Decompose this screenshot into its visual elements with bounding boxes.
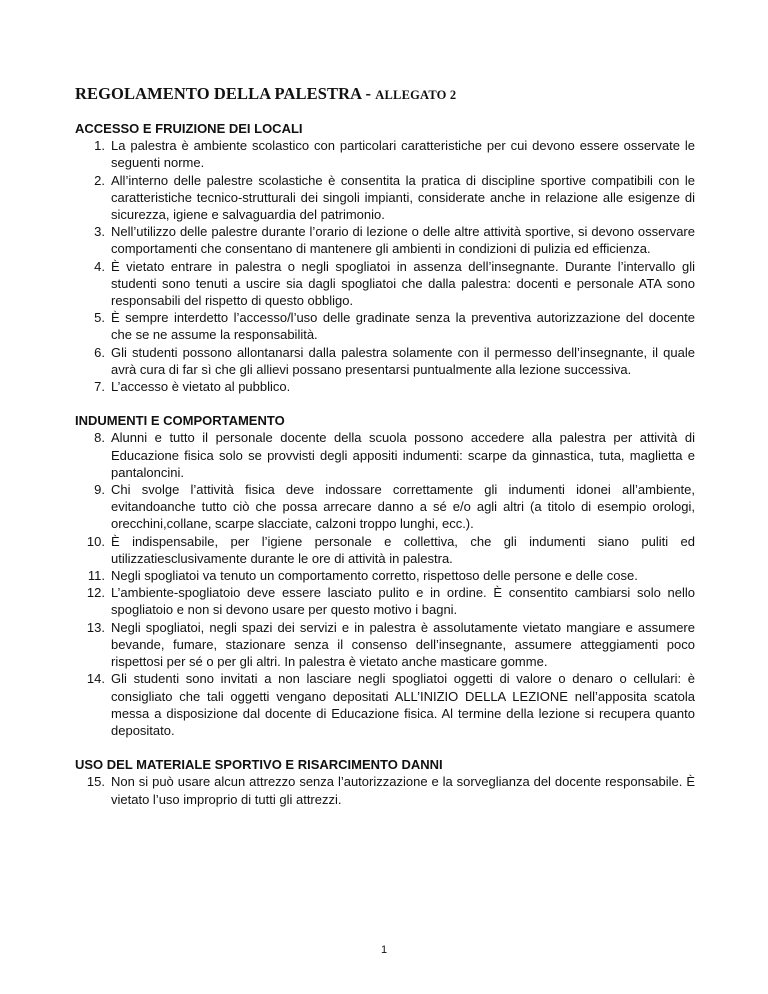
rule-number: 12. bbox=[86, 585, 105, 601]
rule-number: 14. bbox=[86, 671, 105, 687]
document-title-main: REGOLAMENTO DELLA PALESTRA - bbox=[75, 84, 376, 103]
rule-number: 2. bbox=[94, 172, 105, 188]
rule-number: 6. bbox=[94, 344, 105, 360]
rule-text: Gli studenti sono invitati a non lasciare negli spogliatoi oggetti di valore o denaro o cellulari: è consigliato che tali oggetti vengano depositati ALL’INIZIO DELLA LEZIONE nell’apposita scatola messa a disposizione dal docente di Educazione fisica. Al termine della lezione si recupera quanto depositato. bbox=[111, 671, 695, 738]
rule-item bbox=[75, 533, 695, 567]
rule-text: È indispensabile, per l’igiene personale e collettiva, che gli indumenti siano puliti ed utilizzatiesclusivamente durante le ore di attività in palestra. bbox=[111, 533, 695, 566]
rule-text: Chi svolge l’attività fisica deve indossare correttamente gli indumenti idonei all’ambiente, evitandoanche tutto ciò che possa arrecare danno a sé e/o agli altri (a titolo di esempio orologi, orecchini,collane, scarpe slacciate, calzoni troppo lunghi, ecc.). bbox=[111, 482, 695, 532]
rule-text: La palestra è ambiente scolastico con particolari caratteristiche per cui devono essere osservate le seguenti norme. bbox=[111, 138, 695, 171]
rule-item bbox=[75, 309, 695, 343]
document-body bbox=[75, 120, 695, 808]
section-access bbox=[75, 120, 695, 395]
rule-text: Negli spogliatoi va tenuto un comportamento corretto, rispettoso delle persone e delle cose. bbox=[111, 568, 638, 584]
rule-item bbox=[75, 567, 695, 584]
rule-number: 9. bbox=[94, 482, 105, 498]
rule-text: All’interno delle palestre scolastiche è consentita la pratica di discipline sportive compatibili con le caratteristiche tecnico-strutturali dei singoli impianti, considerate anche in relazione alle esigenze di sicurezza, igiene e salvaguardia del patrimonio. bbox=[111, 172, 695, 223]
rule-list bbox=[75, 773, 695, 807]
rule-number: 15. bbox=[86, 774, 105, 790]
rule-list bbox=[75, 429, 695, 739]
document-title bbox=[75, 84, 456, 104]
rule-text: È vietato entrare in palestra o negli spogliatoi in assenza dell’insegnante. Durante l’intervallo gli studenti sono tenuti a uscire sia dagli spogliatoi che dalla palestra: docenti e personale ATA sono responsabili del rispetto di questo obbligo. bbox=[111, 258, 695, 309]
rule-item bbox=[75, 344, 695, 378]
rule-number: 13. bbox=[86, 619, 105, 635]
section-equipment-damages bbox=[75, 756, 695, 808]
section-heading: USO DEL MATERIALE SPORTIVO E RISARCIMENTO DANNI bbox=[75, 757, 443, 773]
rule-number: 3. bbox=[94, 224, 105, 240]
rule-number: 11. bbox=[87, 568, 105, 584]
rule-item bbox=[75, 378, 695, 395]
section-heading: ACCESSO E FRUIZIONE DEI LOCALI bbox=[75, 121, 303, 136]
section-clothing-behaviour bbox=[75, 412, 695, 739]
rule-item bbox=[75, 773, 695, 807]
rule-item bbox=[75, 137, 695, 171]
document-title-annex: ALLEGATO 2 bbox=[375, 88, 457, 102]
rule-item bbox=[75, 172, 695, 224]
rule-item bbox=[75, 481, 695, 533]
rule-item bbox=[75, 584, 695, 618]
rule-number: 4. bbox=[94, 258, 105, 274]
rule-text: Non si può usare alcun attrezzo senza l’autorizzazione e la sorveglianza del docente responsabile. È vietato l’uso improprio di tutti gli attrezzi. bbox=[111, 774, 695, 807]
rule-number: 1. bbox=[94, 138, 105, 154]
rule-number: 5. bbox=[94, 310, 105, 326]
rule-text: Gli studenti possono allontanarsi dalla palestra solamente con il permesso dell’insegnante, il quale avrà cura di far sì che gli allievi possano presentarsi puntualmente alla lezione successiva. bbox=[111, 344, 695, 377]
rule-item bbox=[75, 429, 695, 481]
rule-number: 8. bbox=[94, 430, 105, 446]
rule-item bbox=[75, 258, 695, 310]
rule-text: Negli spogliatoi, negli spazi dei servizi e in palestra è assolutamente vietato mangiare e assumere bevande, fumare, stazionare senza il consenso dell’insegnante, assumere atteggiamenti poco rispettosi per sé o per gli altri. In palestra è vietato anche masticare gomme. bbox=[111, 619, 695, 670]
page-number: 1 bbox=[380, 944, 388, 956]
rule-text: L’accesso è vietato al pubblico. bbox=[111, 379, 291, 395]
rule-item bbox=[75, 223, 695, 257]
rule-text: L’ambiente-spogliatoio deve essere lasciato pulito e in ordine. È consentito cambiarsi solo nello spogliatoio e non si devono usare per questo motivo i bagni. bbox=[111, 585, 695, 618]
rule-list bbox=[75, 137, 695, 395]
rule-text: Nell’utilizzo delle palestre durante l’orario di lezione o delle altre attività sportive, si devono osservare comportamenti che consentano di mantenere gli ambienti in condizioni di pulizia ed efficienza. bbox=[111, 224, 695, 257]
rule-item bbox=[75, 670, 695, 739]
rule-number: 10. bbox=[86, 533, 105, 549]
section-heading: INDUMENTI E COMPORTAMENTO bbox=[75, 413, 285, 429]
rule-number: 7. bbox=[94, 379, 105, 395]
rule-text: Alunni e tutto il personale docente della scuola possono accedere alla palestra per attività di Educazione fisica solo se provvisti degli appositi indumenti: scarpe da ginnastica, tuta, maglietta e pantaloncini. bbox=[111, 430, 695, 480]
rule-text: È sempre interdetto l’accesso/l’uso delle gradinate senza la preventiva autorizzazione del docente che se ne assume la responsabilità. bbox=[111, 310, 695, 343]
rule-item bbox=[75, 619, 695, 671]
